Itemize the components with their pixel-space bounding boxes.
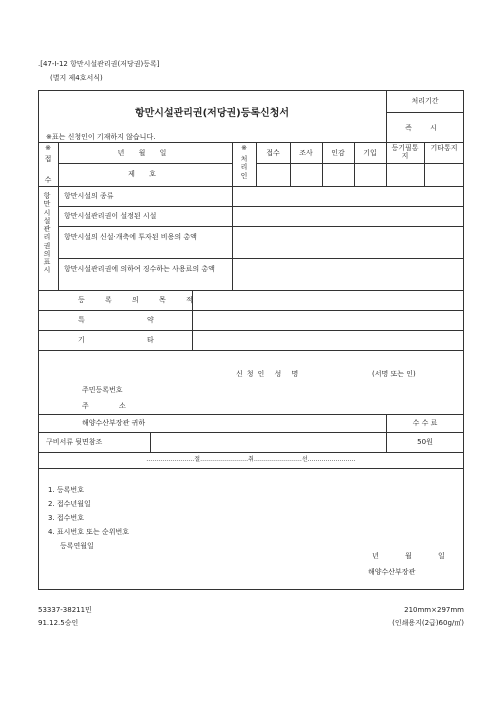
purpose-label: 등 록 의 목 적	[78, 296, 202, 304]
paper-size: 210mm×297mm	[404, 606, 464, 614]
approval-date: 91.12.5승인	[38, 619, 79, 627]
required-docs-label: 구비서류 뒷면참조	[46, 438, 103, 446]
indication-row-3: 항만시설의 신설·개축에 투자된 비용의 총액	[64, 233, 197, 241]
proc-col-1: 접수	[266, 149, 280, 157]
receipt-item-1: 1. 등록번호	[48, 486, 84, 494]
receipt-item-2: 2. 접수년월일	[48, 500, 91, 508]
processing-period-label: 처리기간	[411, 97, 439, 105]
form-number: (별지 제4호서식)	[50, 74, 103, 82]
applicant-name-label: 신청인 성 명	[236, 370, 303, 378]
processing-period-value: 즉 시	[405, 124, 445, 132]
footer-date: 년 월 일	[372, 552, 457, 560]
cut-line: ……………………절……………………취……………………선……………………	[146, 456, 356, 463]
receipt-label-top: 접	[44, 155, 52, 163]
signature-note: (서명 또는 인)	[372, 370, 416, 378]
etc-label: 기 타	[78, 336, 184, 344]
processor-mark: ※	[241, 144, 247, 152]
paper-spec: (인쇄용지(2급)60g/㎡)	[392, 619, 464, 627]
receipt-label-bottom: 수	[44, 176, 52, 184]
resident-number-label: 주민등록번호	[82, 386, 123, 394]
processor-label: 처리인	[240, 155, 248, 180]
address-label: 주 소	[82, 402, 140, 410]
indication-side-label: 항만시설관리권의표시	[43, 192, 51, 275]
contract-label: 특 약	[78, 316, 184, 324]
indication-row-1: 항만시설의 종류	[64, 192, 114, 200]
form-title: 항만시설관리권(저당권)등록신청서	[134, 108, 290, 119]
proc-col-2: 조사	[299, 149, 313, 157]
receipt-date-label: 년 월 일	[117, 149, 173, 157]
proc-col-4: 기입	[363, 149, 377, 157]
receipt-item-5: 등록연월일	[60, 542, 94, 550]
form-note: ※표는 신청인이 기재하지 않습니다.	[46, 133, 156, 141]
indication-row-2: 항만시설관리권이 설정된 시설	[64, 212, 157, 220]
addressee: 해양수산부장관 귀하	[82, 419, 146, 427]
fee-value: 50원	[417, 438, 433, 446]
footer-authority: 해양수산부장관	[368, 568, 416, 576]
form-code-line: .[47-I-12 항만시설관리권(저당권)등록]	[38, 60, 160, 68]
receipt-item-3: 3. 접수번호	[48, 514, 84, 522]
proc-col-3: 인감	[331, 149, 345, 157]
receipt-mark: ※	[45, 144, 51, 152]
fee-label: 수 수 료	[412, 419, 438, 427]
receipt-number-label: 제 호	[128, 170, 162, 178]
proc-col-6: 기타통지	[430, 144, 458, 152]
print-code: 53337-38211민	[38, 606, 92, 614]
receipt-item-4: 4. 표시번호 또는 순위번호	[48, 528, 129, 536]
proc-col-5: 등기필통 지	[391, 144, 419, 161]
indication-row-4: 항만시설관리권에 의하여 징수하는 사용료의 총액	[64, 265, 215, 273]
